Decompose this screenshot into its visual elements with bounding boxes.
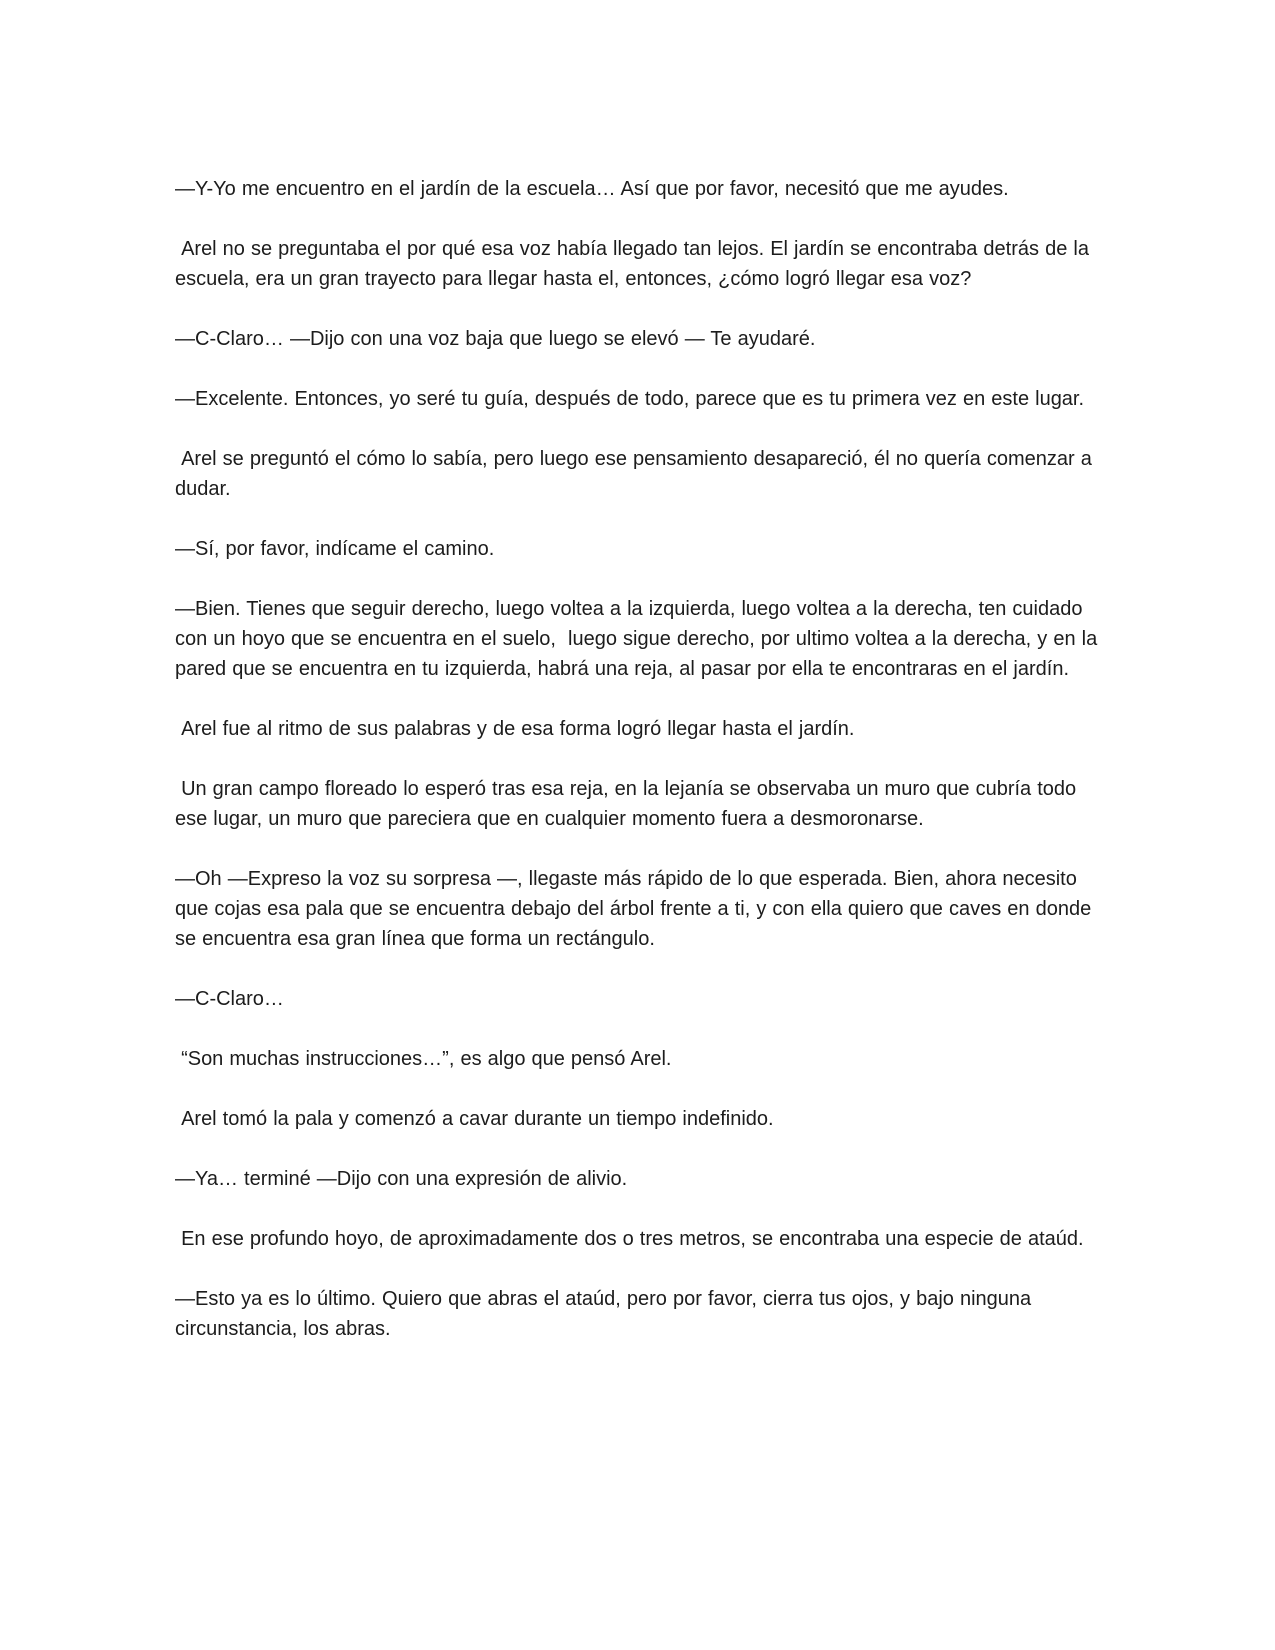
paragraph-9: Un gran campo floreado lo esperó tras esa reja, en la lejanía se observaba un muro que cubría todo ese lugar, un muro que pareciera que en cualquier momento fuera a desmoronarse. [175,778,1083,830]
paragraph-8: Arel fue al ritmo de sus palabras y de esa forma logró llegar hasta el jardín. [175,718,855,740]
paragraph-15: En ese profundo hoyo, de aproximadamente dos o tres metros, se encontraba una especie de ataúd. [175,1228,1084,1250]
paragraph-3: —C-Claro… —Dijo con una voz baja que luego se elevó — Te ayudaré. [175,328,816,350]
paragraph-7: —Bien. Tienes que seguir derecho, luego voltea a la izquierda, luego voltea a la derecha, ten cuidado con un hoyo que se encuentra en el suelo, luego sigue derecho, por ultimo voltea a la derecha, y en la pared que se encuentra en tu izquierda, habrá una reja, al pasar por ella te encontraras en el jardín. [175,598,1104,680]
paragraph-13: Arel tomó la pala y comenzó a cavar durante un tiempo indefinido. [175,1108,774,1130]
story-text [175,174,1110,1374]
paragraph-11: —C-Claro… [175,988,284,1010]
paragraph-6: —Sí, por favor, indícame el camino. [175,538,495,560]
paragraph-4: —Excelente. Entonces, yo seré tu guía, después de todo, parece que es tu primera vez en este lugar. [175,388,1085,410]
paragraph-16: —Esto ya es lo último. Quiero que abras el ataúd, pero por favor, cierra tus ojos, y bajo ninguna circunstancia, los abras. [175,1288,1038,1340]
paragraph-5: Arel se preguntó el cómo lo sabía, pero luego ese pensamiento desapareció, él no quería comenzar a dudar. [175,448,1098,500]
paragraph-12: “Son muchas instrucciones…”, es algo que pensó Arel. [175,1048,672,1070]
paragraph-1: —Y-Yo me encuentro en el jardín de la escuela… Así que por favor, necesitó que me ayudes. [175,178,1009,200]
paragraph-10: —Oh —Expreso la voz su sorpresa —, llegaste más rápido de lo que esperada. Bien, ahora necesito que cojas esa pala que se encuentra debajo del árbol frente a ti, y con ella quiero que caves en donde se encuentra esa gran línea que forma un rectángulo. [175,868,1098,950]
paragraph-2: Arel no se preguntaba el por qué esa voz había llegado tan lejos. El jardín se encontraba detrás de la escuela, era un gran trayecto para llegar hasta el, entonces, ¿cómo logró llegar esa voz? [175,238,1096,290]
paragraph-14: —Ya… terminé —Dijo con una expresión de alivio. [175,1168,628,1190]
